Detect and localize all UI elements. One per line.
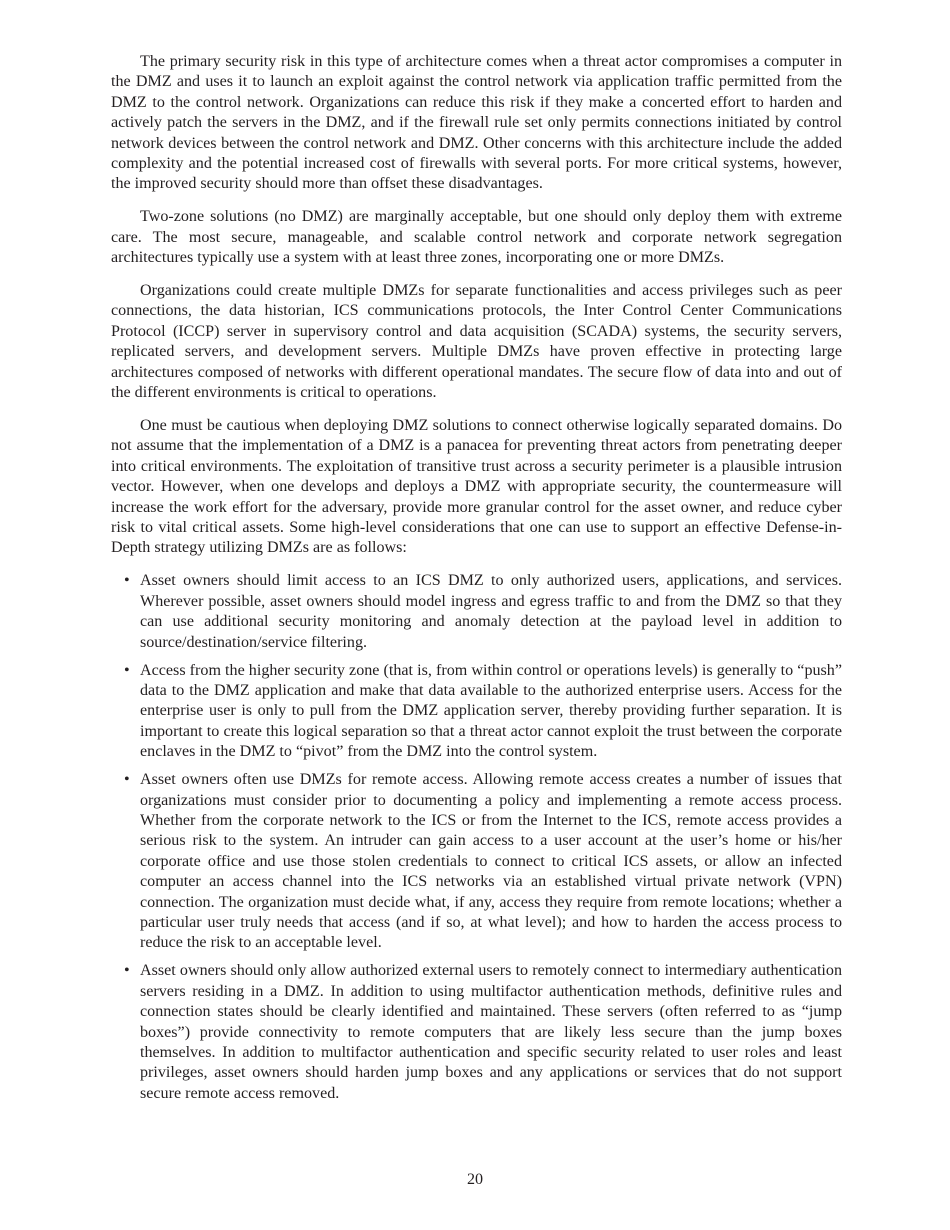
list-item-text: Access from the higher security zone (that is, from within control or operations levels) is generally to “push” data to the DMZ application and make that data available to the authorized enterprise users. Access for the enterprise user is only to pull from the DMZ application server, thereby providing further separation. It is important to create this logical separation so that a threat actor cannot exploit the trust between the corporate enclaves in the DMZ to “pivot” from the DMZ into the control system. bbox=[140, 661, 842, 761]
list-item-text: Asset owners often use DMZs for remote access. Allowing remote access creates a number of issues that organizations must consider prior to documenting a policy and implementing a remote access process. Whether from the corporate network to the ICS or from the Internet to the ICS, remote access provides a serious risk to the system. An intruder can gain access to a user account at the user’s home or his/her corporate office and use those stolen credentials to connect to critical ICS assets, or allow an infected computer an access channel into the ICS networks via an established virtual private network (VPN) connection. The organization must decide what, if any, access they require from remote locations; whether a particular user truly needs that access (and if so, at what level); and how to harden the access process to reduce the risk to an acceptable level. bbox=[140, 771, 842, 952]
bullet-marker: • bbox=[124, 572, 130, 590]
list-item-text: Asset owners should only allow authorized external users to remotely connect to intermediary authentication servers residing in a DMZ. In addition to using multifactor authentication methods, definitive rules and connection states should be clearly identified and maintained. These servers (often referred to as “jump boxes”) provide connectivity to remote computers that are likely less secure than the jump boxes themselves. In addition to multifactor authentication and specific security related to user roles and least privileges, asset owners should harden jump boxes and any applications or services that do not support secure remote access removed. bbox=[140, 962, 842, 1102]
paragraph-multiple-dmzs: Organizations could create multiple DMZs for separate functionalities and access privileges such as peer connections, the data historian, ICS communications protocols, the Inter Control Center Communications Protocol (ICCP) server in supervisory control and data acquisition (SCADA) systems, the security servers, replicated servers, and development servers. Multiple DMZs have proven effective in protecting large architectures composed of networks with different operational mandates. The secure flow of data into and out of the different environments is critical to operations. bbox=[111, 282, 842, 402]
list-item-text: Asset owners should limit access to an ICS DMZ to only authorized users, applications, and services. Wherever possible, asset owners should model ingress and egress traffic to and from the DMZ so that they can use additional security monitoring and anomaly detection at the payload level in addition to source/destination/service filtering. bbox=[140, 572, 842, 651]
document-body bbox=[111, 52, 842, 1112]
list-item bbox=[111, 770, 842, 954]
considerations-list bbox=[111, 571, 842, 1104]
list-item bbox=[111, 661, 842, 763]
list-item bbox=[111, 571, 842, 653]
page-number: 20 bbox=[466, 1171, 484, 1188]
paragraph-security-risk: The primary security risk in this type of architecture comes when a threat actor compromises a computer in the DMZ and uses it to launch an exploit against the control network via application traffic permitted from the DMZ to the control network. Organizations can reduce this risk if they make a concerted effort to harden and actively patch the servers in the DMZ, and if the firewall rule set only permits connections initiated by control network devices between the control network and DMZ. Other concerns with this architecture include the added complexity and the potential increased cost of firewalls with several ports. For more critical systems, however, the improved security should more than offset these disadvantages. bbox=[111, 53, 842, 193]
list-item bbox=[111, 961, 842, 1104]
bullet-marker: • bbox=[124, 771, 130, 789]
paragraph-two-zone-solutions: Two-zone solutions (no DMZ) are marginally acceptable, but one should only deploy them with extreme care. The most secure, manageable, and scalable control network and corporate network segregation architectures typically use a system with at least three zones, incorporating one or more DMZs. bbox=[111, 208, 842, 267]
paragraph-dmz-caution: One must be cautious when deploying DMZ solutions to connect otherwise logically separated domains. Do not assume that the implementation of a DMZ is a panacea for preventing threat actors from penetrating deeper into critical environments. The exploitation of transitive trust across a security perimeter is a plausible intrusion vector. However, when one develops and deploys a DMZ with appropriate security, the countermeasure will increase the work effort for the adversary, provide more granular control for the asset owner, and reduce cyber risk to vital critical assets. Some high-level considerations that one can use to support an effective Defense-in-Depth strategy utilizing DMZs are as follows: bbox=[111, 417, 842, 557]
bullet-marker: • bbox=[124, 661, 130, 679]
bullet-marker: • bbox=[124, 962, 130, 980]
